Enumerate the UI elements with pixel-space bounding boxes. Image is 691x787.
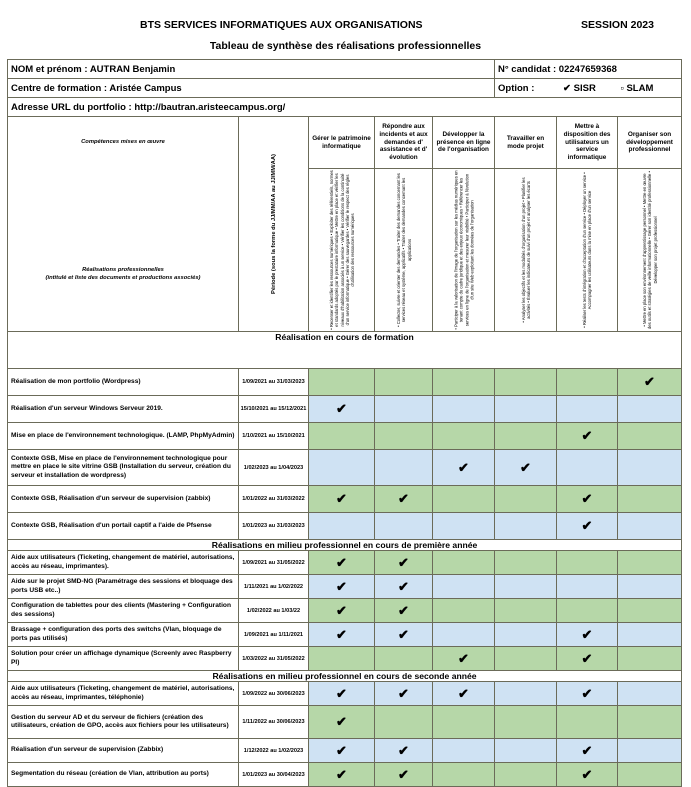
competency-empty-cell bbox=[433, 513, 495, 540]
competency-empty-cell bbox=[557, 369, 618, 396]
competency-empty-cell bbox=[309, 513, 375, 540]
competency-empty-cell bbox=[618, 551, 682, 575]
competency-checkmark-cell bbox=[309, 623, 375, 647]
competency-empty-cell bbox=[618, 575, 682, 599]
realisation-period: 1/11/2021 au 1/02/2022 bbox=[239, 575, 309, 599]
competency-empty-cell bbox=[433, 396, 495, 423]
realisations-label: Réalisations professionnelles bbox=[82, 267, 164, 273]
competency-empty-cell bbox=[557, 450, 618, 486]
checkmark-icon: ✔ bbox=[581, 626, 593, 642]
section-title: Réalisations en milieu professionnel en cours de seconde année bbox=[8, 671, 682, 682]
realisation-row bbox=[8, 450, 682, 486]
competency-desc-text: • Recenser et identifier les ressources numériques • Exploiter des référentiels, normes et standards adoptés par le prestataire informatique • Mettre en place et vérifier les niveaux d'habilitation associés à un service • Vérifier les conditions de la continuité d'un service informatique • Gérer des sauvegardes • Vérifier le respect des règles d'utilisation des ressources numériques bbox=[328, 170, 355, 330]
competency-empty-cell bbox=[433, 739, 495, 763]
realisation-row bbox=[8, 706, 682, 739]
competences-label: Compétences mises en œuvre bbox=[81, 139, 165, 145]
realisation-label: Brassage + configuration des ports des switchs (Vlan, bloquage de ports pas utilisés) bbox=[8, 623, 239, 647]
synthesis-table bbox=[7, 59, 682, 787]
realisation-period: 1/01/2023 au 30/04/2023 bbox=[239, 763, 309, 787]
competency-empty-cell bbox=[495, 423, 557, 450]
competency-desc-text: • Collecter, suivre et orienter des demandes • Traiter des demandes concernant les services réseau et système, applicatifs • Traiter des demandes concernant les applications bbox=[395, 173, 412, 327]
checkmark-icon: ✔ bbox=[398, 491, 409, 506]
competency-empty-cell bbox=[433, 706, 495, 739]
competency-checkmark-cell bbox=[433, 682, 495, 706]
realisation-period: 1/09/2021 au 1/11/2021 bbox=[239, 623, 309, 647]
competency-empty-cell bbox=[557, 599, 618, 623]
competency-checkmark-cell bbox=[375, 599, 433, 623]
competency-checkmark-cell bbox=[375, 575, 433, 599]
realisation-period: 1/09/2021 au 31/03/2023 bbox=[239, 369, 309, 396]
competency-checkmark-cell bbox=[557, 486, 618, 513]
competency-desc-1 bbox=[309, 169, 375, 332]
checkmark-icon: ✔ bbox=[644, 374, 655, 389]
section-title: Réalisations en milieu professionnel en cours de première année bbox=[8, 540, 682, 551]
competency-empty-cell bbox=[495, 575, 557, 599]
competency-checkmark-cell bbox=[309, 763, 375, 787]
realisation-row bbox=[8, 623, 682, 647]
competency-checkmark-cell bbox=[375, 486, 433, 513]
checkmark-icon: ✔ bbox=[398, 602, 409, 618]
portfolio-row bbox=[8, 98, 682, 117]
document-subtitle: Tableau de synthèse des réalisations professionnelles bbox=[209, 40, 482, 52]
competency-empty-cell bbox=[618, 486, 682, 513]
checkmark-icon: ✔ bbox=[458, 650, 469, 666]
competency-empty-cell bbox=[433, 575, 495, 599]
competency-empty-cell bbox=[495, 763, 557, 787]
competency-empty-cell bbox=[495, 706, 557, 739]
competency-empty-cell bbox=[618, 599, 682, 623]
realisation-row bbox=[8, 551, 682, 575]
competency-empty-cell bbox=[309, 423, 375, 450]
realisation-label: Contexte GSB, Réalisation d'un serveur de supervision (zabbix) bbox=[8, 486, 239, 513]
realisation-label: Solution pour créer un affichage dynamique (Screenly avec Raspberry PI) bbox=[8, 647, 239, 671]
competency-empty-cell bbox=[309, 450, 375, 486]
realisation-label: Réalisation d'un serveur Windows Serveur 2019. bbox=[8, 396, 239, 423]
option-slam: ▫ SLAM bbox=[620, 82, 654, 94]
realisation-row bbox=[8, 513, 682, 540]
competency-checkmark-cell bbox=[309, 396, 375, 423]
realisation-row bbox=[8, 682, 682, 706]
realisation-row bbox=[8, 486, 682, 513]
competency-empty-cell bbox=[618, 682, 682, 706]
checkmark-icon: ✔ bbox=[581, 650, 593, 666]
checkmark-icon: ✔ bbox=[458, 459, 469, 475]
checkmark-icon: ✔ bbox=[398, 742, 409, 758]
realisation-label: Aide aux utilisateurs (Ticketing, changement de matériel, autorisations, accès au réseau, imprimantes, téléphonie) bbox=[8, 682, 239, 706]
competency-desc-3 bbox=[433, 169, 495, 332]
competency-checkmark-cell bbox=[433, 647, 495, 671]
realisation-period: 1/02/2022 au 1/03/22 bbox=[239, 599, 309, 623]
checkmark-icon: ✔ bbox=[581, 518, 593, 533]
competency-empty-cell bbox=[433, 551, 495, 575]
competency-empty-cell bbox=[495, 396, 557, 423]
realisation-period: 1/10/2021 au 15/10/2021 bbox=[239, 423, 309, 450]
realisations-sublabel: (intitulé et liste des documents et productions associés) bbox=[45, 275, 201, 281]
competency-empty-cell bbox=[495, 513, 557, 540]
competency-checkmark-cell bbox=[309, 682, 375, 706]
competency-empty-cell bbox=[433, 623, 495, 647]
period-label: Période (sous la forme du JJ/MM/AA au JJ/MM/AA) bbox=[270, 154, 277, 294]
competency-empty-cell bbox=[557, 551, 618, 575]
competency-empty-cell bbox=[375, 513, 433, 540]
competency-empty-cell bbox=[375, 369, 433, 396]
realisation-period: 1/02/2023 au 1/04/2023 bbox=[239, 450, 309, 486]
competency-empty-cell bbox=[618, 623, 682, 647]
checkmark-icon: ✔ bbox=[336, 626, 347, 642]
competency-checkmark-cell bbox=[618, 369, 682, 396]
realisation-label: Réalisation d'un serveur de supervision (Zabbix) bbox=[8, 739, 239, 763]
competency-desc-text: • Analyser les objectifs et les modalités d'organisation d'un projet • Planifier les activités • Évaluer les indicateurs de suivi d'un projet et analyser les écarts bbox=[520, 177, 531, 323]
competency-checkmark-cell bbox=[557, 763, 618, 787]
checkmark-icon: ✔ bbox=[336, 578, 347, 594]
competency-checkmark-cell bbox=[557, 647, 618, 671]
competency-checkmark-cell bbox=[375, 682, 433, 706]
realisation-row bbox=[8, 647, 682, 671]
competency-empty-cell bbox=[495, 682, 557, 706]
competency-checkmark-cell bbox=[433, 450, 495, 486]
competency-checkmark-cell bbox=[495, 450, 557, 486]
realisation-row bbox=[8, 763, 682, 787]
realisation-row bbox=[8, 396, 682, 423]
realisation-period: 1/12/2022 au 1/02/2023 bbox=[239, 739, 309, 763]
checkmark-icon: ✔ bbox=[336, 602, 347, 618]
competency-title-6: Organiser son développement professionnel bbox=[618, 117, 682, 169]
realisation-period: 1/01/2022 au 31/03/2022 bbox=[239, 486, 309, 513]
checkmark-icon: ✔ bbox=[336, 714, 347, 729]
competency-title-5: Mettre à disposition des utilisateurs un service informatique bbox=[557, 117, 618, 169]
realisation-period: 1/03/2022 au 31/05/2022 bbox=[239, 647, 309, 671]
checkmark-icon: ✔ bbox=[398, 626, 409, 642]
competency-empty-cell bbox=[375, 647, 433, 671]
checkmark-icon: ✔ bbox=[581, 685, 593, 701]
candidate-name: NOM et prénom : AUTRAN Benjamin bbox=[8, 60, 495, 79]
competency-title-3: Développer la présence en ligne de l'organisation bbox=[433, 117, 495, 169]
competency-checkmark-cell bbox=[557, 513, 618, 540]
competency-checkmark-cell bbox=[375, 763, 433, 787]
competency-title-4: Travailler en mode projet bbox=[495, 117, 557, 169]
checkmark-icon: ✔ bbox=[581, 428, 593, 443]
competency-empty-cell bbox=[495, 739, 557, 763]
competency-title-2: Répondre aux incidents et aux demandes d' assistance et d' évolution bbox=[375, 117, 433, 169]
center-row bbox=[8, 79, 682, 98]
checkmark-icon: ✔ bbox=[520, 459, 531, 475]
competency-empty-cell bbox=[495, 623, 557, 647]
realisation-label: Aide sur le projet SMD-NG (Paramétrage des sessions et bloquage des ports USB etc..) bbox=[8, 575, 239, 599]
realisation-label: Segmentation du réseau (création de Vlan, attribution au ports) bbox=[8, 763, 239, 787]
realisation-label: Mise en place de l'environnement technologique. (LAMP, PhpMyAdmin) bbox=[8, 423, 239, 450]
name-row bbox=[8, 60, 682, 79]
realisation-period: 1/11/2022 au 30/06/2023 bbox=[239, 706, 309, 739]
realisation-row bbox=[8, 423, 682, 450]
portfolio-url: Adresse URL du portfolio : http://bautran.aristeecampus.org/ bbox=[8, 98, 682, 117]
realisation-row bbox=[8, 739, 682, 763]
realisation-period: 1/01/2023 au 31/03/2023 bbox=[239, 513, 309, 540]
competency-checkmark-cell bbox=[375, 551, 433, 575]
competency-desc-text: • Réaliser les tests d'intégration et d'acceptation d'un service • Déployer un service • Accompagner les utilisateurs dans la mise en place d'un service bbox=[581, 172, 592, 328]
realisation-label: Gestion du serveur AD et du serveur de fichiers (création des utilisateurs, création de GPO, accès aux fichiers pour les utilisateurs) bbox=[8, 706, 239, 739]
competency-empty-cell bbox=[375, 450, 433, 486]
competency-empty-cell bbox=[618, 763, 682, 787]
competency-empty-cell bbox=[495, 551, 557, 575]
competency-checkmark-cell bbox=[309, 575, 375, 599]
competency-title-1: Gérer le patrimoine informatique bbox=[309, 117, 375, 169]
checkmark-icon: ✔ bbox=[336, 766, 347, 782]
competency-empty-cell bbox=[309, 647, 375, 671]
realisation-row bbox=[8, 369, 682, 396]
checkmark-icon: ✔ bbox=[398, 578, 409, 594]
competences-header bbox=[8, 117, 239, 332]
competency-empty-cell bbox=[433, 599, 495, 623]
realisation-period: 15/10/2021 au 15/12/2021 bbox=[239, 396, 309, 423]
competency-checkmark-cell bbox=[557, 682, 618, 706]
checkmark-icon: ✔ bbox=[581, 491, 593, 506]
competency-empty-cell bbox=[433, 369, 495, 396]
realisation-label: Contexte GSB, Réalisation d'un portail captif a l'aide de Pfsense bbox=[8, 513, 239, 540]
competency-empty-cell bbox=[618, 706, 682, 739]
competency-empty-cell bbox=[557, 575, 618, 599]
competency-empty-cell bbox=[618, 396, 682, 423]
competency-checkmark-cell bbox=[375, 623, 433, 647]
candidate-number: N° candidat : 02247659368 bbox=[495, 60, 682, 79]
competency-empty-cell bbox=[557, 396, 618, 423]
competency-empty-cell bbox=[495, 369, 557, 396]
checkmark-icon: ✔ bbox=[398, 766, 409, 782]
realisation-period: 1/09/2021 au 31/05/2022 bbox=[239, 551, 309, 575]
checkmark-icon: ✔ bbox=[398, 685, 409, 701]
competency-checkmark-cell bbox=[557, 623, 618, 647]
realisation-row bbox=[8, 599, 682, 623]
competency-empty-cell bbox=[375, 396, 433, 423]
competency-empty-cell bbox=[495, 599, 557, 623]
checkmark-icon: ✔ bbox=[336, 742, 347, 758]
competency-checkmark-cell bbox=[309, 486, 375, 513]
competency-checkmark-cell bbox=[375, 739, 433, 763]
section-header-row bbox=[8, 332, 682, 369]
competency-empty-cell bbox=[557, 706, 618, 739]
competency-empty-cell bbox=[375, 706, 433, 739]
realisation-label: Contexte GSB, Mise en place de l'environnement technologique pour mettre en place le site vitrine GSB (Installation du serveur, création du serveur et installation de wordpress) bbox=[8, 450, 239, 486]
checkmark-icon: ✔ bbox=[458, 685, 469, 701]
competency-checkmark-cell bbox=[309, 739, 375, 763]
competency-empty-cell bbox=[495, 486, 557, 513]
competency-empty-cell bbox=[433, 486, 495, 513]
section-header-row bbox=[8, 671, 682, 682]
competency-desc-2 bbox=[375, 169, 433, 332]
checkmark-icon: ✔ bbox=[336, 401, 347, 416]
checkmark-icon: ✔ bbox=[398, 554, 409, 570]
competency-empty-cell bbox=[618, 739, 682, 763]
session-label: SESSION 2023 bbox=[581, 19, 654, 31]
realisation-row bbox=[8, 575, 682, 599]
option-cell bbox=[495, 79, 682, 98]
competency-desc-text: • Mettre en place son environnement d'apprentissage personnel • Mettre en œuvre des outils et stratégies de veille informationnelle • Gérer son identité professionnelle • Développer son projet professionnel bbox=[641, 171, 658, 329]
competency-checkmark-cell bbox=[557, 423, 618, 450]
competency-empty-cell bbox=[375, 423, 433, 450]
checkmark-icon: ✔ bbox=[336, 685, 347, 701]
section-header-row bbox=[8, 540, 682, 551]
realisation-label: Configuration de tablettes pour des clients (Mastering + Configuration des sessions) bbox=[8, 599, 239, 623]
realisation-label: Aide aux utilisateurs (Ticketing, changement de matériel, autorisations, accès au réseau, imprimantes). bbox=[8, 551, 239, 575]
competency-empty-cell bbox=[618, 513, 682, 540]
competency-desc-text: • Participer à la valorisation de l'image de l'organisation sur les médias numériques en tenant compte du cadre juridique et des enjeux économiques • Référencer les services en ligne de l'organisation et mesurer leur visibilité • Participer à l'évolution d'un site Web exploitant les données de l'organisation bbox=[453, 170, 474, 330]
section-title: Réalisation en cours de formation bbox=[8, 332, 682, 369]
competency-empty-cell bbox=[433, 423, 495, 450]
training-center: Centre de formation : Aristée Campus bbox=[8, 79, 495, 98]
competency-empty-cell bbox=[433, 763, 495, 787]
competency-empty-cell bbox=[618, 450, 682, 486]
competency-empty-cell bbox=[309, 369, 375, 396]
bts-title: BTS SERVICES INFORMATIQUES AUX ORGANISATIONS bbox=[140, 19, 423, 31]
competency-checkmark-cell bbox=[309, 706, 375, 739]
checkmark-icon: ✔ bbox=[581, 742, 593, 758]
realisation-label: Réalisation de mon portfolio (Wordpress) bbox=[8, 369, 239, 396]
checkmark-icon: ✔ bbox=[581, 766, 593, 782]
competency-empty-cell bbox=[495, 647, 557, 671]
option-sisr-checked: ✔ SISR bbox=[563, 82, 596, 94]
competency-empty-cell bbox=[618, 423, 682, 450]
period-header bbox=[239, 117, 309, 332]
competency-checkmark-cell bbox=[309, 599, 375, 623]
competency-desc-4 bbox=[495, 169, 557, 332]
competency-desc-5 bbox=[557, 169, 618, 332]
competency-checkmark-cell bbox=[557, 739, 618, 763]
competency-desc-6 bbox=[618, 169, 682, 332]
competency-checkmark-cell bbox=[309, 551, 375, 575]
option-label: Option : bbox=[498, 82, 535, 94]
competency-header-row bbox=[8, 117, 682, 169]
checkmark-icon: ✔ bbox=[336, 491, 347, 506]
realisation-period: 1/09/2022 au 30/06/2023 bbox=[239, 682, 309, 706]
checkmark-icon: ✔ bbox=[336, 554, 347, 570]
competency-empty-cell bbox=[618, 647, 682, 671]
